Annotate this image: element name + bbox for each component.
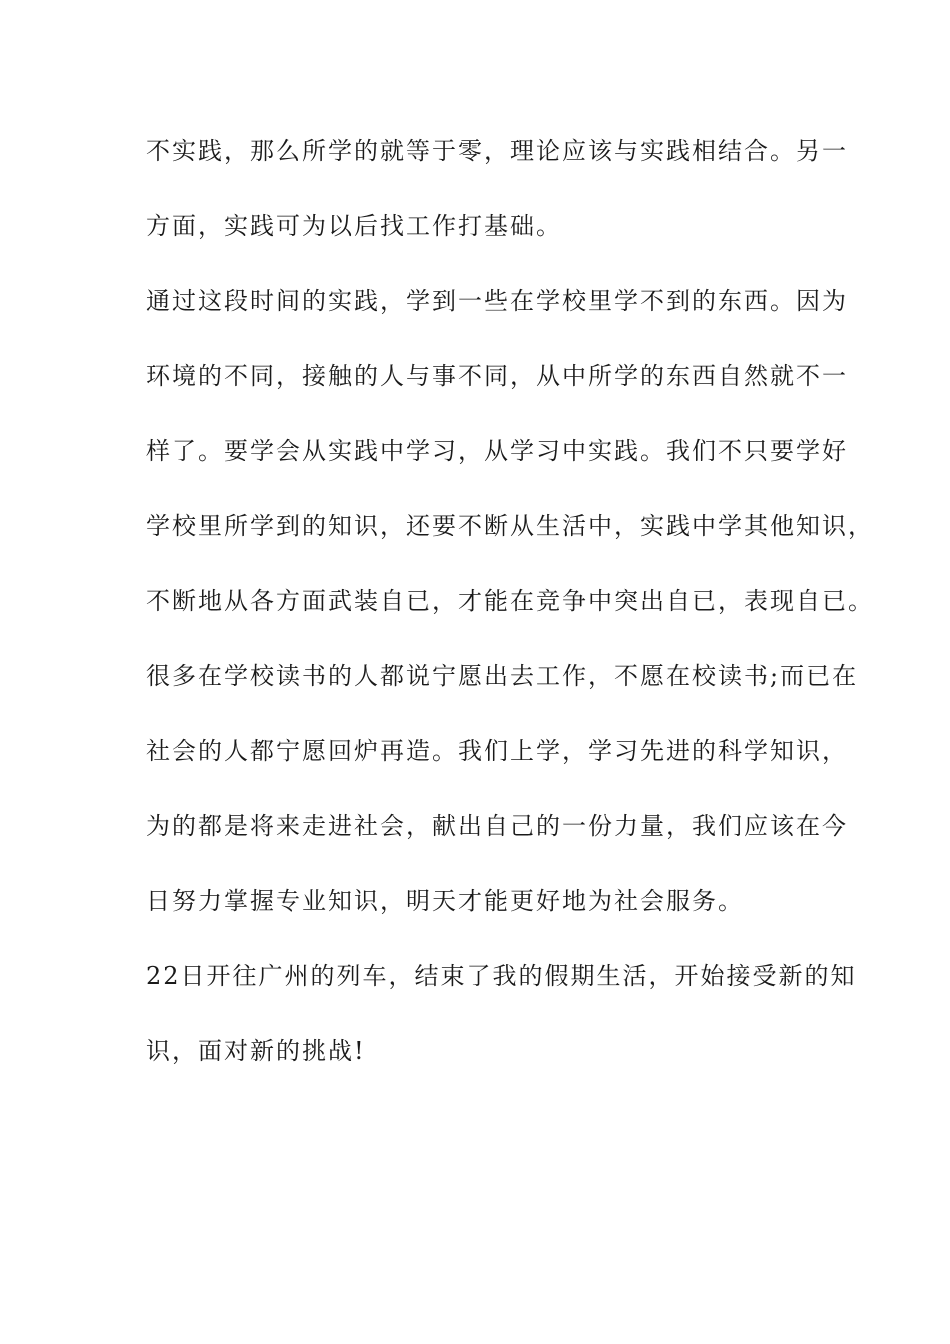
text-line-5: 样了。要学会从实践中学习，从学习中实践。我们不只要学好 [146, 437, 848, 465]
text-line-6: 学校里所学到的知识，还要不断从生活中，实践中学其他知识， [146, 512, 874, 540]
text-line-4: 环境的不同，接触的人与事不同，从中所学的东西自然就不一 [146, 362, 848, 390]
text-line-11: 日努力掌握专业知识，明天才能更好地为社会服务。 [146, 887, 744, 915]
text-line-7: 不断地从各方面武装自已，才能在竞争中突出自已，表现自已。 [146, 587, 874, 615]
text-line-8: 很多在学校读书的人都说宁愿出去工作，不愿在校读书;而已在 [146, 662, 859, 690]
text-line-9: 社会的人都宁愿回炉再造。我们上学，学习先进的科学知识， [146, 737, 848, 765]
text-line-12: 22日开往广州的列车，结束了我的假期生活，开始接受新的知 [146, 962, 857, 990]
text-line-10: 为的都是将来走进社会，献出自己的一份力量，我们应该在今 [146, 812, 848, 840]
text-line-3: 通过这段时间的实践，学到一些在学校里学不到的东西。因为 [146, 287, 848, 315]
text-line-13: 识，面对新的挑战! [146, 1037, 366, 1065]
text-line-2: 方面，实践可为以后找工作打基础。 [146, 212, 562, 240]
text-line-1: 不实践，那么所学的就等于零，理论应该与实践相结合。另一 [146, 137, 848, 165]
